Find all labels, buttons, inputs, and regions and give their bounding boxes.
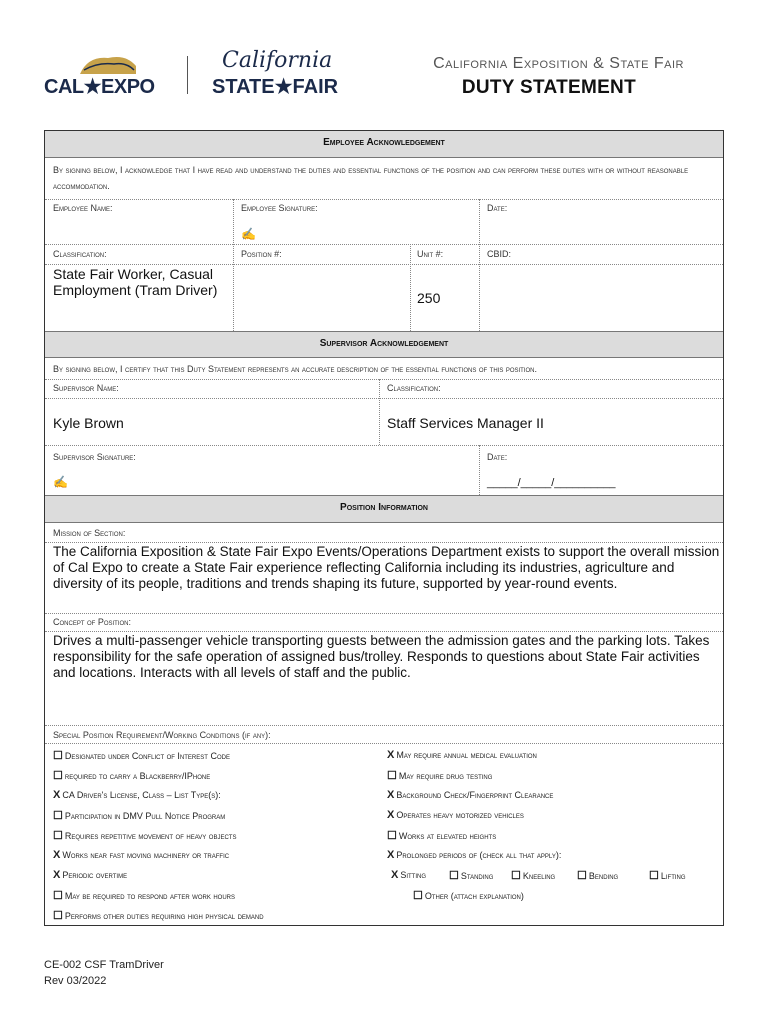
supervisor-statement: By signing below, I certify that this Duty Statement represents an accurate description of the essential functions of this position. [53, 364, 537, 374]
prolonged-kneeling[interactable]: ☐ Kneeling [511, 870, 556, 882]
checklist-item[interactable]: ☐ Performs other duties requiring high physical demand [53, 910, 264, 922]
divider [45, 264, 723, 265]
checklist-item[interactable]: X Periodic overtime [53, 869, 128, 881]
mission-label: Mission of Section: [53, 528, 126, 538]
classification-field[interactable]: State Fair Worker, Casual Employment (Tram Driver) [53, 266, 218, 298]
divider [45, 244, 723, 245]
supervisor-classification-field[interactable]: Staff Services Manager II [387, 415, 544, 431]
employee-signature-pen-icon[interactable]: ✍ [241, 227, 256, 241]
employee-signature-label: Employee Signature: [241, 203, 318, 213]
checklist-item[interactable]: ☐ May be required to respond after work hours [53, 890, 236, 902]
employee-date-label: Date: [487, 203, 508, 213]
checklist-item[interactable]: X Background Check/Fingerprint Clearance [387, 789, 554, 801]
prolonged-standing[interactable]: ☐ Standing [449, 870, 494, 882]
checklist-item[interactable]: ☐ Works at elevated heights [387, 830, 497, 842]
other-item[interactable]: ☐ Other (attach explanation) [413, 890, 524, 902]
supervisor-date-label: Date: [487, 452, 508, 462]
divider [479, 445, 480, 495]
supervisor-signature-pen-icon[interactable]: ✍ [53, 475, 68, 489]
supervisor-date-field[interactable]: _____/_____/__________ [487, 477, 616, 489]
employee-name-label: Employee Name: [53, 203, 113, 213]
doc-title: DUTY STATEMENT [461, 77, 636, 98]
divider [45, 743, 723, 744]
checklist-item[interactable]: ☐ May require drug testing [387, 770, 493, 782]
checklist-item[interactable]: X Works near fast moving machinery or traffic [53, 849, 230, 861]
divider [45, 631, 723, 632]
cal-expo-bear-logo-icon [78, 48, 138, 76]
employee-section-header: Employee Acknowledgement [45, 131, 723, 158]
checklist-item[interactable]: ☐ Participation in DMV Pull Notice Program [53, 810, 226, 822]
cal-expo-logo: CAL★EXPO [44, 76, 155, 98]
divider [233, 199, 234, 331]
position-section-header: Position Information [45, 495, 723, 523]
position-number-label: Position #: [241, 249, 282, 259]
checklist-item[interactable]: ☐ required to carry a Blackberry/IPhone [53, 770, 211, 782]
supervisor-classification-label: Classification: [387, 383, 441, 393]
divider [410, 244, 411, 331]
employee-statement: By signing below, I acknowledge that I have read and understand the duties and essential functions of the position and can perform these duties with or without reasonable accommodation. [53, 165, 689, 191]
checklist-item[interactable]: X Prolonged periods of (check all that apply): [387, 849, 562, 861]
checklist-item[interactable]: X CA Driver's License, Class – List Type(s): [53, 789, 221, 801]
cbid-label: CBID: [487, 249, 512, 259]
classification-label: Classification: [53, 249, 107, 259]
supervisor-signature-label: Supervisor Signature: [53, 452, 136, 462]
form-footer [44, 957, 164, 989]
supervisor-name-label: Supervisor Name: [53, 383, 119, 393]
california-script-logo: California [222, 48, 333, 73]
concept-text: Drives a multi-passenger vehicle transporting guests between the admission gates and the parking lots. Takes responsibility for the safe operation of assigned bus/trolley. Responds to questions about State Fair activities and locations. Interacts with all levels of staff and the public. [53, 633, 710, 680]
org-title: California Exposition & State Fair [433, 55, 684, 72]
unit-number-label: Unit #: [417, 249, 444, 259]
divider [45, 398, 723, 399]
supervisor-name-field[interactable]: Kyle Brown [53, 415, 124, 431]
unit-number-field[interactable]: 250 [417, 290, 441, 306]
checklist-item[interactable]: ☐ Requires repetitive movement of heavy objects [53, 830, 237, 842]
prolonged-sitting[interactable]: X Sitting [391, 869, 427, 881]
mission-text: The California Exposition & State Fair Expo Events/Operations Department exists to support the overall mission of Cal Expo to create a State Fair experience reflecting California including its industries, agriculture and diversity of its people, traditions and trends shaping its future, supported by year-round events. [53, 544, 720, 591]
checklist-item[interactable]: X May require annual medical evaluation [387, 749, 537, 761]
supervisor-section-header: Supervisor Acknowledgement [45, 331, 723, 358]
divider [45, 199, 723, 200]
form-revision: Rev 03/2022 [44, 975, 107, 987]
prolonged-lifting[interactable]: ☐ Lifting [649, 870, 686, 882]
duty-statement-form [44, 130, 724, 926]
divider [45, 542, 723, 543]
divider [479, 199, 480, 331]
divider [379, 379, 380, 445]
checklist-item[interactable]: X Operates heavy motorized vehicles [387, 809, 524, 821]
divider [45, 613, 723, 614]
form-code: CE-002 CSF TramDriver [44, 959, 164, 971]
logo-divider [187, 56, 188, 94]
special-requirements-label: Special Position Requirement/Working Conditions (if any): [53, 730, 271, 740]
divider [45, 445, 723, 446]
divider [45, 725, 723, 726]
checklist-item[interactable]: ☐ Designated under Conflict of Interest Code [53, 750, 230, 762]
state-fair-logo: STATE★FAIR [212, 76, 339, 98]
concept-label: Concept of Position: [53, 617, 132, 627]
divider [45, 379, 723, 380]
prolonged-bending[interactable]: ☐ Bending [577, 870, 619, 882]
